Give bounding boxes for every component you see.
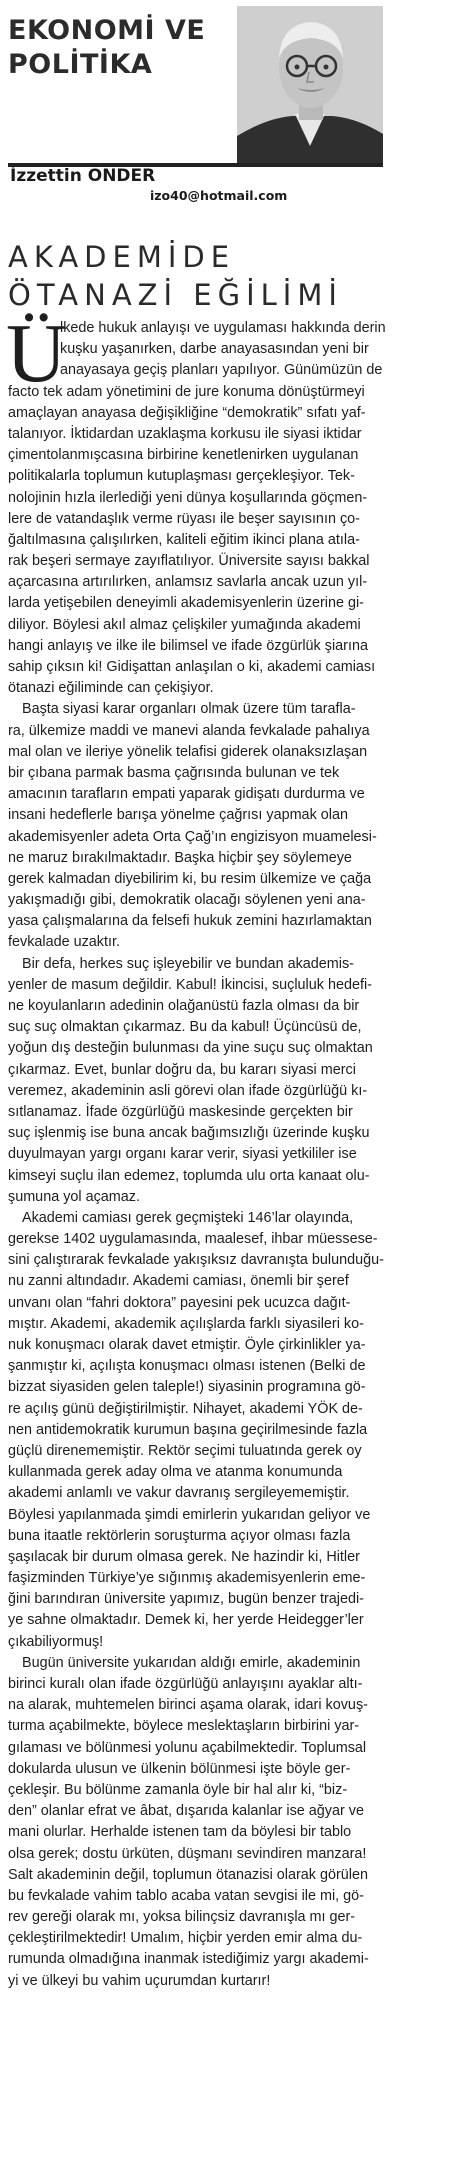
article-line: rumunda olmadığına inanmak istediğimiz yargı akademi- <box>8 1951 369 1968</box>
article-line: gılaması ve bölünmesi yolunu açabilmektedir. Toplumsal <box>8 1739 367 1756</box>
article-line: nuk konuşmacı olarak davet etmiştir. Öyle çirkinlikler ya- <box>8 1337 366 1353</box>
article-line: ne koyulanların adedinin olağanüstü fazla olması da bir <box>8 998 360 1014</box>
article-line: diliyor. Böylesi akıl almaz çelişkiler yumağında akademi <box>8 616 361 633</box>
article-line: bizzat siyasiden gelen taleple!) siyasinin programına gö- <box>8 1379 366 1396</box>
article-line: duyulmayan yargı organı karar verir, siyasi yetkililer ise <box>8 1146 357 1163</box>
article-line: ra, ülkemize maddi ve manevi alanda fevkalade pahalıya <box>8 722 370 739</box>
article-line: suç işlenmiş ise buna ancak bağımsızlığı üzerinde kuşku <box>8 1125 370 1142</box>
article-line: lkede hukuk anlayışı ve uygulaması hakkında derin <box>60 320 386 336</box>
article-line: amaçlayan anayasa değişikliğine “demokratik” sıfatı yaf- <box>8 404 366 421</box>
article-line: Böylesi yapılanmada şimdi emirlerin yukarıdan geliyor ve <box>8 1506 371 1523</box>
article-line: çekleştirilmektedir! Umalım, hiçbir yerden emir alma du- <box>8 1930 363 1947</box>
article-line: yasa çalışmalarına da felsefi hukuk zemini hazırlamaktan <box>8 913 372 930</box>
article-line: sahip çıksın ki! Gidişattan anlaşılan o ki, akademi camiası <box>8 659 376 675</box>
article-line: kullanmada gerek aday olma ve atanma konumunda <box>8 1464 343 1481</box>
article-line: yi ve ülkeyi bu vahim uçurumdan kurtarır! <box>8 1972 271 1989</box>
article-line: gerek kalmadan diyebilirim ki, bu resim ülkemize ve çağa <box>8 870 372 887</box>
article-line: Akademi camiası gerek geçmişteki 146’lar olayında, <box>22 1209 354 1226</box>
article-line: sini çalıştırarak fevkalade yakışıksız davranışta bulunduğu- <box>8 1252 384 1269</box>
article-line: na alarak, muhtemelen birinci aşama olarak, idari kovuş- <box>8 1697 368 1714</box>
drop-cap: Ü <box>6 307 67 400</box>
article-line: rev gereği olarak mı, yoksa bilinçsiz davranışla mı ger- <box>8 1909 356 1926</box>
article-line: politikalarla toplumun kutuplaşması gerçekleşiyor. Tek- <box>8 468 355 485</box>
author-photo <box>237 6 383 166</box>
article-line: güçlü direnememiştir. Rektör seçimi tuluatında gerek oy <box>8 1442 362 1459</box>
article-line: birinci kuralı olan ifade özgürlüğü anlayışını ayaklar altı- <box>8 1676 363 1692</box>
article-line: Salt akademinin değil, toplumun ötanazisi olarak görülen <box>8 1866 368 1883</box>
article-line: faşizminden Türkiye’ye sığınmış akademisyenlerin eme- <box>8 1570 366 1587</box>
article-line: unvanı olan “fahri doktora” payesini pek ucuzca dağıt- <box>8 1294 351 1311</box>
article-line: kimseyi suçlu ilan edemez, toplumda ulu orta kanaat olu- <box>8 1167 370 1184</box>
article-line: mıştır. Akademi, akademik açılışlarda farklı siyasileri ko- <box>8 1315 364 1332</box>
section-title-line-2: POLİTİKA <box>8 49 153 80</box>
article-line: bu fevkalade vahim tablo acaba vatan sevgisi ile mi, gö- <box>8 1887 364 1904</box>
article-line: açarcasına artırılırken, anlamsız savlarla ancak uzun yıl- <box>8 574 368 591</box>
article-line: akademisyenler adeta Orta Çağ’ın engizisyon muamelesi- <box>8 828 377 845</box>
headline-line-1: AKADEMİDE <box>8 240 236 274</box>
article-line: akademi anlamlı ve vakur davranış sergileyememiştir. <box>8 1485 350 1502</box>
article-line: anayasaya geçiş planları yapılıyor. Günümüzün de <box>60 362 383 379</box>
article-line: ne maruz bırakılmaktadır. Başka hiçbir şey söylemeye <box>8 849 352 866</box>
article-line: lere de vatandaşlık verme rüyası ile beşer sayısının ço- <box>8 510 360 527</box>
article-line: rak beşeri sermaye zayıflatılıyor. Üniversite sayısı bakkal <box>8 553 370 570</box>
article-line: nen antidemokratik kurumun başına geçirilmesinde fazla <box>8 1421 368 1438</box>
article-line: gerekse 1402 uygulamasında, maalesef, ihbar müessese- <box>8 1231 378 1248</box>
article-line: şaşılacak bir durum olmasa gerek. Ne hazindir ki, Hitler <box>8 1548 360 1565</box>
author-email: izo40@hotmail.com <box>150 188 288 203</box>
article-line: Başta siyasi karar organları olmak üzere tüm tarafla- <box>22 701 356 718</box>
article-line: dokularda ulusun ve ülkenin bölünmesi işte böyle ger- <box>8 1760 351 1777</box>
article-line: yakışmadığı gibi, demokratik olacağı söylenen yeni ana- <box>8 892 366 909</box>
article-line: Bir defa, herkes suç işleyebilir ve bundan akademis- <box>22 955 354 972</box>
article-line: çıkarmaz. Evet, bunlar doğru da, bu kararı siyasi merci <box>8 1061 356 1078</box>
section-title-line-1: EKONOMİ VE <box>8 15 206 46</box>
article-line: ötanazi eğiliminde can çekişiyor. <box>8 680 214 697</box>
article-line: nolojinin hızla ilerlediği yeni dünya koşullarında göçmen- <box>8 489 368 506</box>
article-line: ğini barındıran üniversite yapımız, bugün benzer trajedi- <box>8 1591 364 1608</box>
article-line: nu zanni altındadır. Akademi camiası, önemli bir şeref <box>8 1273 349 1290</box>
article-line: mal olan ve ileriye yönelik telafisi giderek olanaksızlaşan <box>8 743 368 760</box>
article-line: suç suç olmaktan çıkarmaz. Bu da kabul! Üçüncüsü de, <box>8 1019 362 1036</box>
article-line: Bugün üniversite yukarıdan aldığı emirle, akademinin <box>22 1654 361 1671</box>
article-line: yenler de masum değildir. Kabul! İkincisi, suçluluk hedefi- <box>8 976 372 993</box>
article-line: sıtlanamaz. İfade özgürlüğü maskesinde gerçekten bir <box>8 1103 353 1120</box>
article-line: ye sahne olmaktadır. Demek ki, her yerde Heidegger’ler <box>8 1612 364 1629</box>
article-line: bir çıbana parmak basma çağrısında bulunan ve tek <box>8 764 340 781</box>
article-line: çekleşir. Bu bölünme zamanla öyle bir hal alır ki, “biz- <box>8 1781 348 1798</box>
article-line: kuşku yaşanırken, darbe anayasasından yeni bir <box>60 341 369 358</box>
article-line: hangi anlayış ve ilke ile bilimsel ve ifade özgürlük şiarına <box>8 637 368 654</box>
article-line: facto tek adam yönetimini de jure konuma dönüştürmeyi <box>8 383 365 400</box>
author-name: İzzettin ÖNDER <box>10 166 156 186</box>
section-title <box>8 14 228 82</box>
article-line: ğaltılmasına çalışılırken, kaliteli eğitim ikinci plana atıla- <box>8 531 360 548</box>
article-line: den” olanlar efrat ve âbat, dışarıda kalanlar ise ağyar ve <box>8 1803 364 1820</box>
article-line: şumuna yol açamaz. <box>8 1188 140 1205</box>
article-line: turma açabilmekte, böylece meslektaşların birbirini yar- <box>8 1718 360 1735</box>
article-line: veremez, akademinin asli görevi olan ifade özgürlüğü kı- <box>8 1082 368 1099</box>
article-line: re açılış günü değiştirilmiştir. Nihayet, akademi YÖK de- <box>8 1400 363 1417</box>
headline-line-2: ÖTANAZİ EĞİLİMİ <box>8 278 343 312</box>
article-line: amacının tarafların empati yaparak gidişatı durdurma ve <box>8 786 365 803</box>
author-portrait-image <box>237 6 383 166</box>
article-body <box>6 307 440 1992</box>
article-line: larda yetişebilen deneyimli akademisyenlerin üzerine gi- <box>8 595 364 612</box>
article-line: talanıyor. İktidardan uzaklaşma korkusu ile siyasi iktidar <box>8 425 362 442</box>
article-line: yoğun dış desteğin bulunması da yine suçu suç olmaktan <box>8 1040 373 1057</box>
article-line: mani olurlar. Herhalde istenen tam da böylesi bir tablo <box>8 1824 352 1841</box>
article-line: çimentolanmışcasına birbirine kenetlenirken uygulanan <box>8 447 359 464</box>
article-line: olsa gerek; dostu ürküten, düşmanı sevindiren manzara! <box>8 1845 367 1862</box>
article-line: çıkabiliyormuş! <box>8 1633 104 1650</box>
article-headline <box>8 238 448 314</box>
article-line: şanmıştır ki, açılışta konuşmacı olması istenen (Belki de <box>8 1358 366 1375</box>
article-line: fevkalade uzaktır. <box>8 934 120 951</box>
article-line: insani hedeflerle barışa yönelme çağrısı yapmak olan <box>8 807 348 824</box>
article-line: buna itaatle rektörlerin soruşturma açıyor olması fazla <box>8 1527 351 1544</box>
